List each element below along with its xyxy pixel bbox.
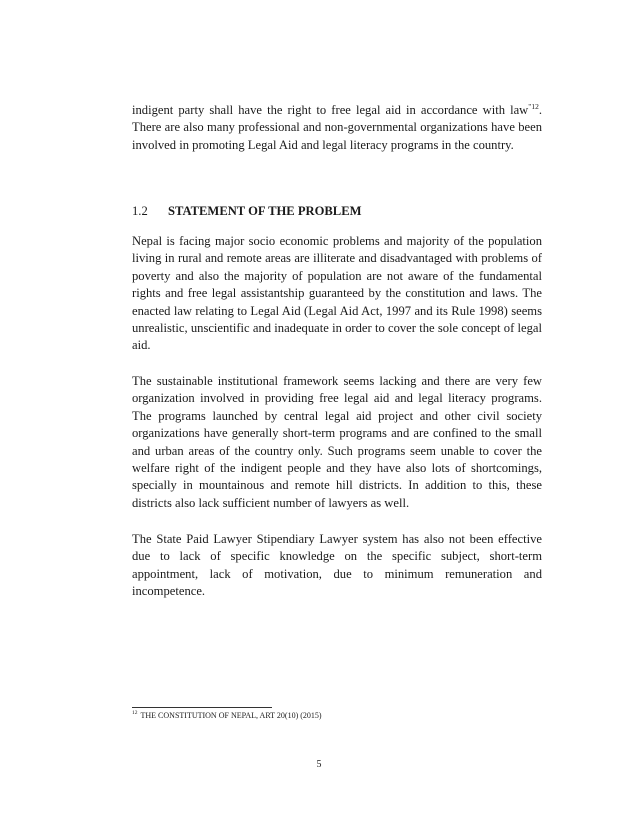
- section-title: STATEMENT OF THE PROBLEM: [168, 204, 362, 218]
- continued-text: indigent party shall have the right to free legal aid in accordance with law: [132, 103, 529, 117]
- paragraph: Nepal is facing major socio economic problems and majority of the population living in rural and remote areas are illiterate and disadvantaged with problems of poverty and also the majority of population are not aware of the fundamental rights and free legal assistantship guaranteed by the constitution and laws. The enacted law relating to Legal Aid (Legal Aid Act, 1997 and its Rule 1998) seems unrealistic, unscientific and inadequate in order to cover the sole concept of legal aid.: [132, 234, 542, 353]
- continued-text-tail: . There are also many professional and non-governmental organizations have been involved in promoting Legal Aid and legal literacy programs in the country.: [132, 103, 542, 152]
- paragraph: The State Paid Lawyer Stipendiary Lawyer system has also not been effective due to lack of specific knowledge on the specific subject, short-term appointment, lack of motivation, due to minimum remuneration and incompetence.: [132, 532, 542, 599]
- footnote-mark: 12: [132, 710, 138, 717]
- continued-paragraph: [132, 102, 542, 154]
- paragraph: The sustainable institutional framework seems lacking and there are very few organization involved in providing free legal aid and legal literacy programs. The programs launched by central legal aid project and other civil society organizations have generally short-term programs and are confined to the small and urban areas of the country only. Such programs seem unable to cover the welfare right of the indigent people and they have also lots of shortcomings, specially in mountainous and remote hill districts. In addition to this, these districts also lack sufficient number of lawyers as well.: [132, 374, 542, 510]
- page-number: 5: [316, 759, 322, 770]
- footnote-reference: "12: [528, 101, 539, 111]
- section-number: 1.2: [132, 204, 148, 218]
- footnote: [132, 711, 322, 721]
- section-heading: [132, 203, 542, 220]
- footnote-divider: [132, 707, 272, 708]
- footnote-text: THE CONSTITUTION OF NEPAL, ART 20(10) (2015): [140, 711, 322, 720]
